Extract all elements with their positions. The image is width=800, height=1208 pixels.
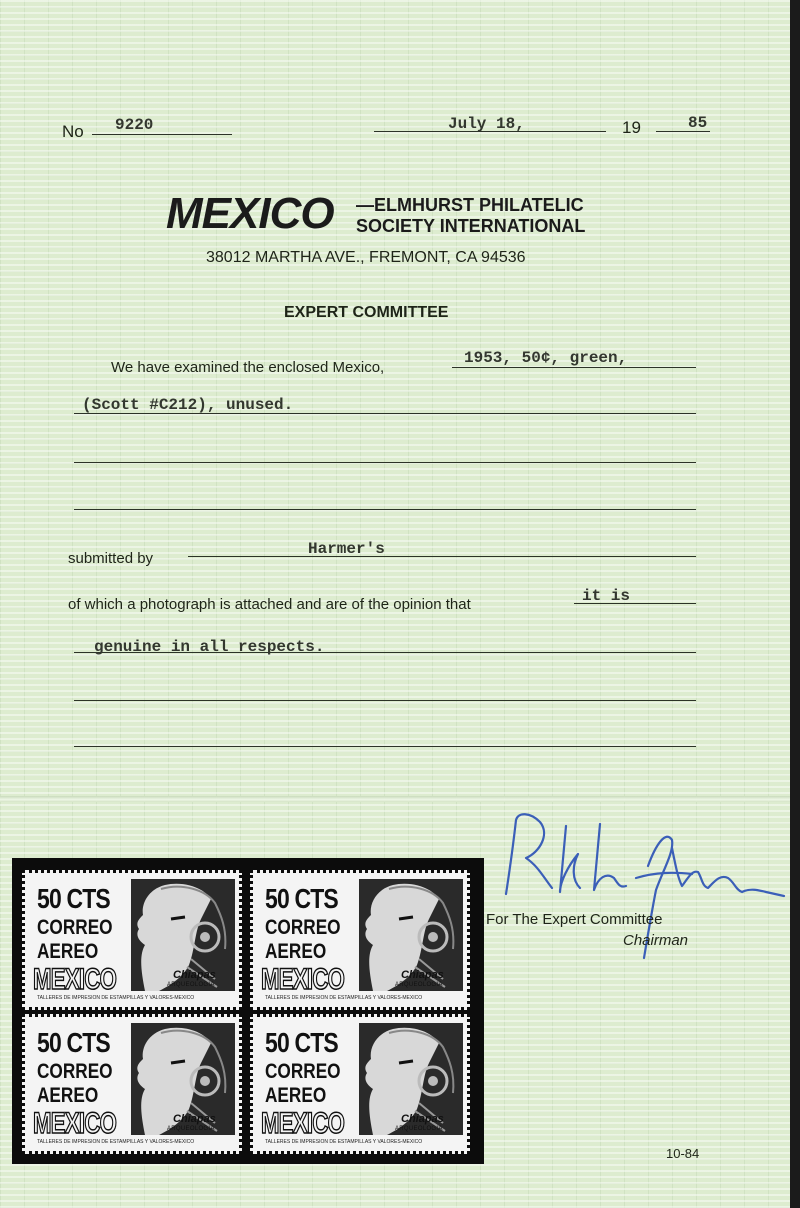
stamp-printer: TALLERES DE IMPRESION DE ESTAMPILLAS Y VALORES-MEXICO	[37, 1139, 195, 1145]
stamp-photograph	[12, 858, 484, 1164]
stamp-correo: CORREO	[37, 1060, 113, 1083]
scan-edge	[790, 0, 800, 1208]
stamp-value: 50 CTS	[37, 883, 110, 914]
stamp-correo: CORREO	[265, 1060, 341, 1083]
stamp	[22, 1014, 242, 1154]
year-prefix: 19	[622, 118, 641, 137]
year-value: 85	[688, 114, 708, 132]
chairman-label: Chairman	[623, 932, 689, 949]
stamp-correo: CORREO	[37, 916, 113, 939]
description-line-4	[74, 509, 696, 510]
submitted-label: submitted by	[68, 550, 154, 567]
paper-fold	[0, 796, 790, 802]
stamp-printer: TALLERES DE IMPRESION DE ESTAMPILLAS Y VALORES-MEXICO	[265, 995, 423, 1001]
opinion-label: of which a photograph is attached and are of the opinion that	[68, 596, 471, 613]
stamp-aereo: AEREO	[37, 940, 99, 963]
org-address: 38012 MARTHA AVE., FREMONT, CA 94536	[206, 249, 526, 266]
stamp-printer: TALLERES DE IMPRESION DE ESTAMPILLAS Y VALORES-MEXICO	[37, 995, 195, 1001]
stamp-region: Chiapas	[173, 969, 216, 981]
description-value: (Scott #C212), unused.	[82, 396, 294, 414]
stamp-region: Chiapas	[401, 1113, 444, 1125]
for-committee-label: For The Expert Committee	[486, 911, 663, 928]
submitted-value: Harmer's	[308, 540, 385, 558]
opinion-value: it is	[582, 587, 631, 605]
form-code: 10-84	[666, 1146, 700, 1161]
stamp-aereo: AEREO	[37, 1084, 99, 1107]
stamp	[250, 870, 470, 1010]
stamp-country: MEXICO	[33, 963, 117, 996]
stamp-aereo: AEREO	[265, 1084, 327, 1107]
stamp-correo: CORREO	[265, 916, 341, 939]
examined-label: We have examined the enclosed Mexico,	[111, 359, 385, 376]
stamp-subtitle: ARQUEOLOGIA	[167, 982, 215, 988]
stamp-value: 50 CTS	[265, 1027, 338, 1058]
mexico-logo: MEXICO	[166, 189, 334, 238]
certificate-number-line	[92, 134, 232, 135]
stamp-region: Chiapas	[173, 1113, 216, 1125]
examined-line	[452, 367, 696, 368]
stamp-value: 50 CTS	[265, 883, 338, 914]
org-name-line1: —ELMHURST PHILATELIC	[356, 195, 584, 215]
opinion-line-4	[74, 746, 696, 747]
date-value: July 18,	[448, 115, 525, 133]
org-name-line2: SOCIETY INTERNATIONAL	[356, 216, 586, 236]
stamp-subtitle: ARQUEOLOGIA	[395, 982, 443, 988]
opinion-continuation: genuine in all respects.	[94, 638, 325, 656]
stamp	[250, 1014, 470, 1154]
certificate-number: 9220	[115, 116, 154, 134]
stamp-region: Chiapas	[401, 969, 444, 981]
submitted-line	[188, 556, 696, 557]
stamp-country: MEXICO	[261, 1107, 345, 1140]
committee-heading: EXPERT COMMITTEE	[284, 304, 449, 321]
stamp-subtitle: ARQUEOLOGIA	[167, 1126, 215, 1132]
certificate-number-label: No	[62, 122, 84, 141]
examined-value: 1953, 50¢, green,	[464, 349, 628, 367]
stamp-aereo: AEREO	[265, 940, 327, 963]
opinion-line-3	[74, 700, 696, 701]
stamp	[22, 870, 242, 1010]
description-line-3	[74, 462, 696, 463]
stamp-printer: TALLERES DE IMPRESION DE ESTAMPILLAS Y VALORES-MEXICO	[265, 1139, 423, 1145]
stamp-country: MEXICO	[261, 963, 345, 996]
stamp-subtitle: ARQUEOLOGIA	[395, 1126, 443, 1132]
stamp-value: 50 CTS	[37, 1027, 110, 1058]
stamp-country: MEXICO	[33, 1107, 117, 1140]
